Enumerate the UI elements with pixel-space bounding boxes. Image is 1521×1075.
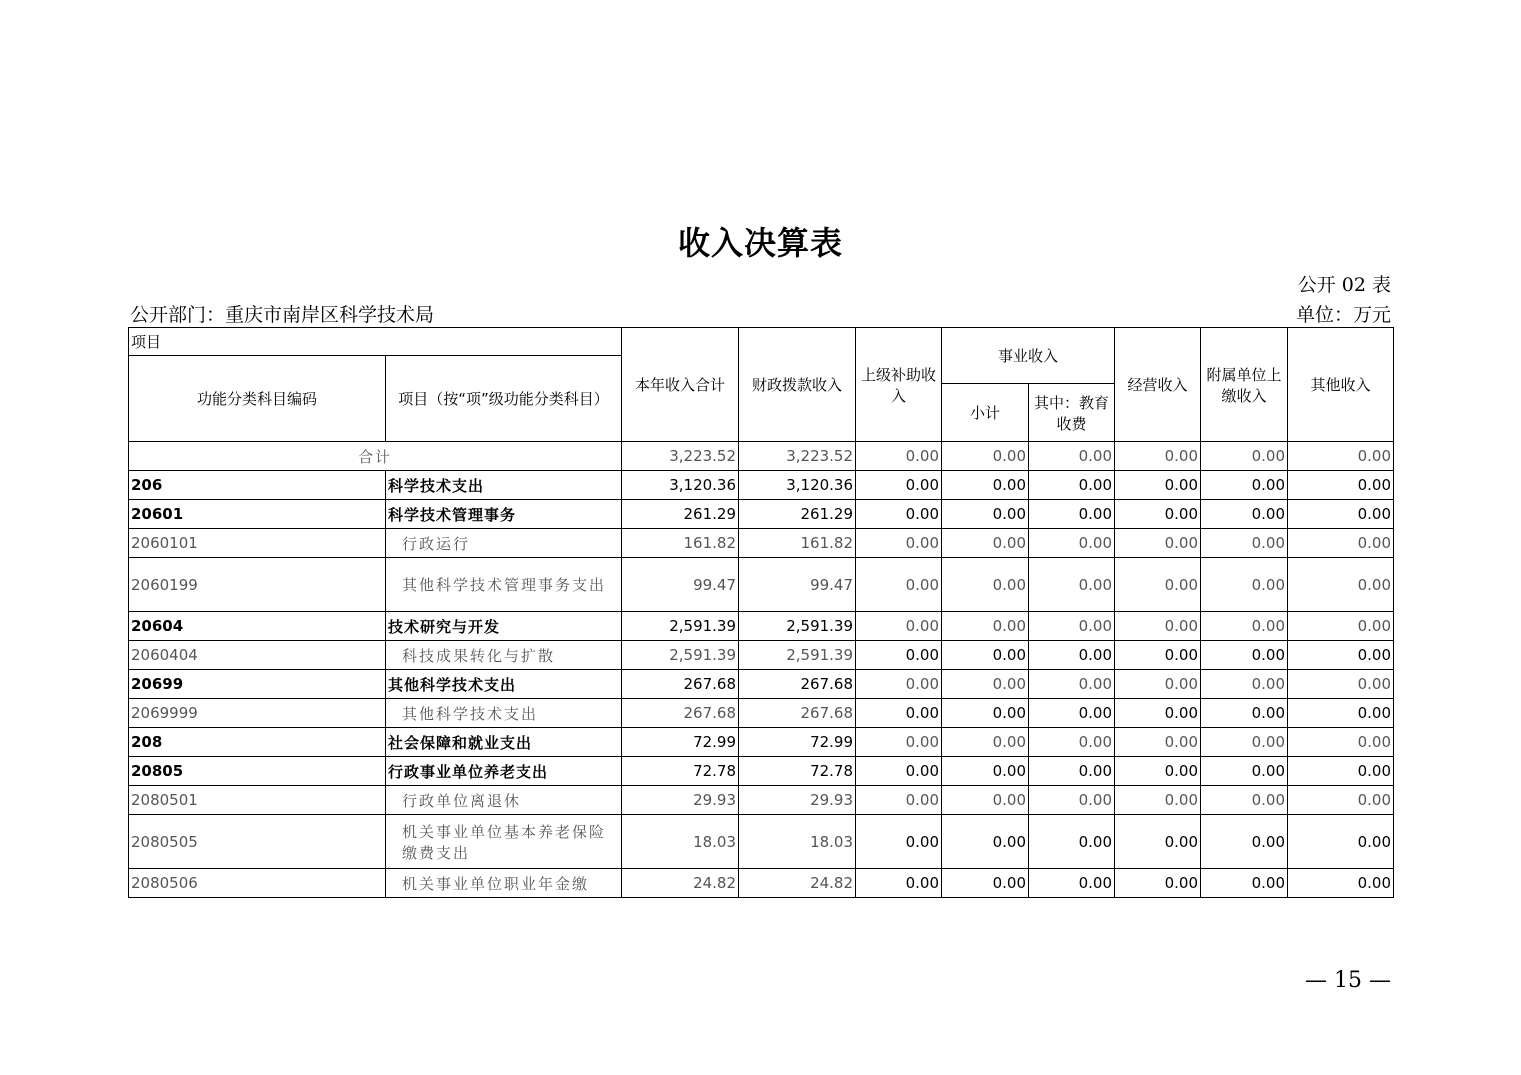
cell-other: 0.00 (1288, 815, 1394, 869)
table-row-total (129, 442, 1394, 471)
page-number: — 15 — (1305, 968, 1391, 993)
cell-total: 24.82 (622, 869, 739, 898)
cell-subtotal: 0.00 (942, 558, 1029, 612)
cell-total: 267.68 (622, 670, 739, 699)
cell-operating: 0.00 (1115, 757, 1201, 786)
cell-superior: 0.00 (856, 757, 942, 786)
cell-subtotal: 0.00 (942, 471, 1029, 500)
cell-code: 20805 (129, 757, 386, 786)
cell-operating: 0.00 (1115, 471, 1201, 500)
cell-operating: 0.00 (1115, 529, 1201, 558)
cell-other: 0.00 (1288, 786, 1394, 815)
cell-education: 0.00 (1029, 442, 1115, 471)
cell-fiscal: 261.29 (739, 500, 856, 529)
cell-name: 机关事业单位职业年金缴 (386, 869, 622, 898)
cell-subtotal: 0.00 (942, 612, 1029, 641)
cell-other: 0.00 (1288, 442, 1394, 471)
cell-total: 3,120.36 (622, 471, 739, 500)
cell-subtotal: 0.00 (942, 641, 1029, 670)
table-row (129, 786, 1394, 815)
cell-affiliated: 0.00 (1201, 670, 1288, 699)
cell-superior: 0.00 (856, 529, 942, 558)
cell-code: 2080506 (129, 869, 386, 898)
cell-subtotal: 0.00 (942, 728, 1029, 757)
cell-education: 0.00 (1029, 786, 1115, 815)
header-fiscal: 财政拨款收入 (739, 328, 856, 442)
cell-operating: 0.00 (1115, 728, 1201, 757)
header-other: 其他收入 (1288, 328, 1394, 442)
cell-subtotal: 0.00 (942, 786, 1029, 815)
table-row (129, 529, 1394, 558)
cell-operating: 0.00 (1115, 815, 1201, 869)
cell-other: 0.00 (1288, 529, 1394, 558)
cell-subtotal: 0.00 (942, 815, 1029, 869)
cell-fiscal: 29.93 (739, 786, 856, 815)
table-row (129, 869, 1394, 898)
cell-affiliated: 0.00 (1201, 815, 1288, 869)
cell-education: 0.00 (1029, 757, 1115, 786)
table-row (129, 612, 1394, 641)
cell-other: 0.00 (1288, 612, 1394, 641)
cell-superior: 0.00 (856, 500, 942, 529)
cell-code: 206 (129, 471, 386, 500)
cell-affiliated: 0.00 (1201, 558, 1288, 612)
cell-education: 0.00 (1029, 699, 1115, 728)
cell-code: 20601 (129, 500, 386, 529)
cell-name: 行政事业单位养老支出 (386, 757, 622, 786)
cell-affiliated: 0.00 (1201, 728, 1288, 757)
cell-subtotal: 0.00 (942, 757, 1029, 786)
cell-superior: 0.00 (856, 869, 942, 898)
cell-superior: 0.00 (856, 670, 942, 699)
cell-other: 0.00 (1288, 728, 1394, 757)
cell-operating: 0.00 (1115, 699, 1201, 728)
cell-other: 0.00 (1288, 670, 1394, 699)
cell-total: 2,591.39 (622, 612, 739, 641)
table-row (129, 500, 1394, 529)
cell-total: 2,591.39 (622, 641, 739, 670)
cell-name: 科学技术管理事务 (386, 500, 622, 529)
cell-fiscal: 161.82 (739, 529, 856, 558)
cell-fiscal: 18.03 (739, 815, 856, 869)
cell-other: 0.00 (1288, 558, 1394, 612)
cell-fiscal: 72.99 (739, 728, 856, 757)
cell-other: 0.00 (1288, 699, 1394, 728)
header-operating: 经营收入 (1115, 328, 1201, 442)
cell-subtotal: 0.00 (942, 699, 1029, 728)
cell-total: 99.47 (622, 558, 739, 612)
cell-affiliated: 0.00 (1201, 757, 1288, 786)
cell-total: 29.93 (622, 786, 739, 815)
cell-subtotal: 0.00 (942, 442, 1029, 471)
cell-code: 20699 (129, 670, 386, 699)
table-row (129, 815, 1394, 869)
cell-total: 72.99 (622, 728, 739, 757)
cell-operating: 0.00 (1115, 786, 1201, 815)
cell-fiscal: 3,120.36 (739, 471, 856, 500)
table-row (129, 641, 1394, 670)
cell-total: 72.78 (622, 757, 739, 786)
cell-subtotal: 0.00 (942, 670, 1029, 699)
cell-name: 技术研究与开发 (386, 612, 622, 641)
cell-superior: 0.00 (856, 471, 942, 500)
cell-name: 社会保障和就业支出 (386, 728, 622, 757)
cell-education: 0.00 (1029, 558, 1115, 612)
header-total: 本年收入合计 (622, 328, 739, 442)
header-item: 项目 (129, 328, 622, 356)
cell-name: 行政单位离退休 (386, 786, 622, 815)
cell-education: 0.00 (1029, 529, 1115, 558)
header-education: 其中：教育收费 (1029, 384, 1115, 442)
cell-education: 0.00 (1029, 869, 1115, 898)
cell-fiscal: 267.68 (739, 699, 856, 728)
cell-education: 0.00 (1029, 670, 1115, 699)
table-row (129, 670, 1394, 699)
cell-code: 20604 (129, 612, 386, 641)
cell-fiscal: 2,591.39 (739, 612, 856, 641)
cell-affiliated: 0.00 (1201, 869, 1288, 898)
table-row (129, 471, 1394, 500)
cell-operating: 0.00 (1115, 500, 1201, 529)
income-table (128, 327, 1394, 898)
cell-operating: 0.00 (1115, 641, 1201, 670)
cell-fiscal: 72.78 (739, 757, 856, 786)
cell-superior: 0.00 (856, 558, 942, 612)
cell-other: 0.00 (1288, 500, 1394, 529)
table-row (129, 558, 1394, 612)
cell-name: 行政运行 (386, 529, 622, 558)
cell-operating: 0.00 (1115, 612, 1201, 641)
cell-total: 161.82 (622, 529, 739, 558)
cell-affiliated: 0.00 (1201, 529, 1288, 558)
cell-operating: 0.00 (1115, 558, 1201, 612)
cell-affiliated: 0.00 (1201, 612, 1288, 641)
cell-other: 0.00 (1288, 471, 1394, 500)
cell-superior: 0.00 (856, 699, 942, 728)
cell-education: 0.00 (1029, 500, 1115, 529)
cell-superior: 0.00 (856, 728, 942, 757)
cell-superior: 0.00 (856, 815, 942, 869)
cell-subtotal: 0.00 (942, 500, 1029, 529)
table-row (129, 699, 1394, 728)
cell-superior: 0.00 (856, 442, 942, 471)
cell-total: 3,223.52 (622, 442, 739, 471)
cell-other: 0.00 (1288, 641, 1394, 670)
cell-superior: 0.00 (856, 786, 942, 815)
header-code: 功能分类科目编码 (129, 356, 386, 442)
cell-code: 2060404 (129, 641, 386, 670)
cell-affiliated: 0.00 (1201, 786, 1288, 815)
header-affiliated: 附属单位上缴收入 (1201, 328, 1288, 442)
cell-affiliated: 0.00 (1201, 442, 1288, 471)
table-row (129, 757, 1394, 786)
cell-fiscal: 3,223.52 (739, 442, 856, 471)
cell-name: 其他科学技术管理事务支出 (386, 558, 622, 612)
cell-name: 机关事业单位基本养老保险缴费支出 (386, 815, 622, 869)
cell-education: 0.00 (1029, 815, 1115, 869)
cell-total: 267.68 (622, 699, 739, 728)
cell-name: 其他科学技术支出 (386, 699, 622, 728)
cell-other: 0.00 (1288, 869, 1394, 898)
cell-other: 0.00 (1288, 757, 1394, 786)
cell-education: 0.00 (1029, 471, 1115, 500)
cell-name: 科技成果转化与扩散 (386, 641, 622, 670)
cell-code: 2080505 (129, 815, 386, 869)
cell-superior: 0.00 (856, 641, 942, 670)
cell-code: 2069999 (129, 699, 386, 728)
header-name: 项目（按“项”级功能分类科目） (386, 356, 622, 442)
cell-fiscal: 267.68 (739, 670, 856, 699)
unit-label: 单位：万元 (1295, 304, 1391, 326)
cell-subtotal: 0.00 (942, 869, 1029, 898)
cell-education: 0.00 (1029, 641, 1115, 670)
cell-subtotal: 0.00 (942, 529, 1029, 558)
cell-affiliated: 0.00 (1201, 471, 1288, 500)
cell-fiscal: 2,591.39 (739, 641, 856, 670)
cell-fiscal: 99.47 (739, 558, 856, 612)
cell-total: 261.29 (622, 500, 739, 529)
cell-code: 2060199 (129, 558, 386, 612)
cell-fiscal: 24.82 (739, 869, 856, 898)
department-label: 公开部门：重庆市南岸区科学技术局 (130, 304, 435, 326)
cell-operating: 0.00 (1115, 670, 1201, 699)
header-subtotal: 小计 (942, 384, 1029, 442)
form-number: 公开 02 表 (1297, 274, 1391, 296)
cell-code: 2060101 (129, 529, 386, 558)
cell-superior: 0.00 (856, 612, 942, 641)
cell-education: 0.00 (1029, 612, 1115, 641)
table-row (129, 728, 1394, 757)
cell-affiliated: 0.00 (1201, 641, 1288, 670)
cell-total: 18.03 (622, 815, 739, 869)
cell-operating: 0.00 (1115, 442, 1201, 471)
cell-operating: 0.00 (1115, 869, 1201, 898)
page-title: 收入决算表 (677, 224, 843, 262)
cell-code: 2080501 (129, 786, 386, 815)
cell-name: 其他科学技术支出 (386, 670, 622, 699)
total-label: 合计 (129, 442, 622, 471)
cell-education: 0.00 (1029, 728, 1115, 757)
cell-affiliated: 0.00 (1201, 500, 1288, 529)
header-superior: 上级补助收入 (856, 328, 942, 442)
header-business: 事业收入 (942, 328, 1115, 384)
cell-affiliated: 0.00 (1201, 699, 1288, 728)
cell-name: 科学技术支出 (386, 471, 622, 500)
cell-code: 208 (129, 728, 386, 757)
